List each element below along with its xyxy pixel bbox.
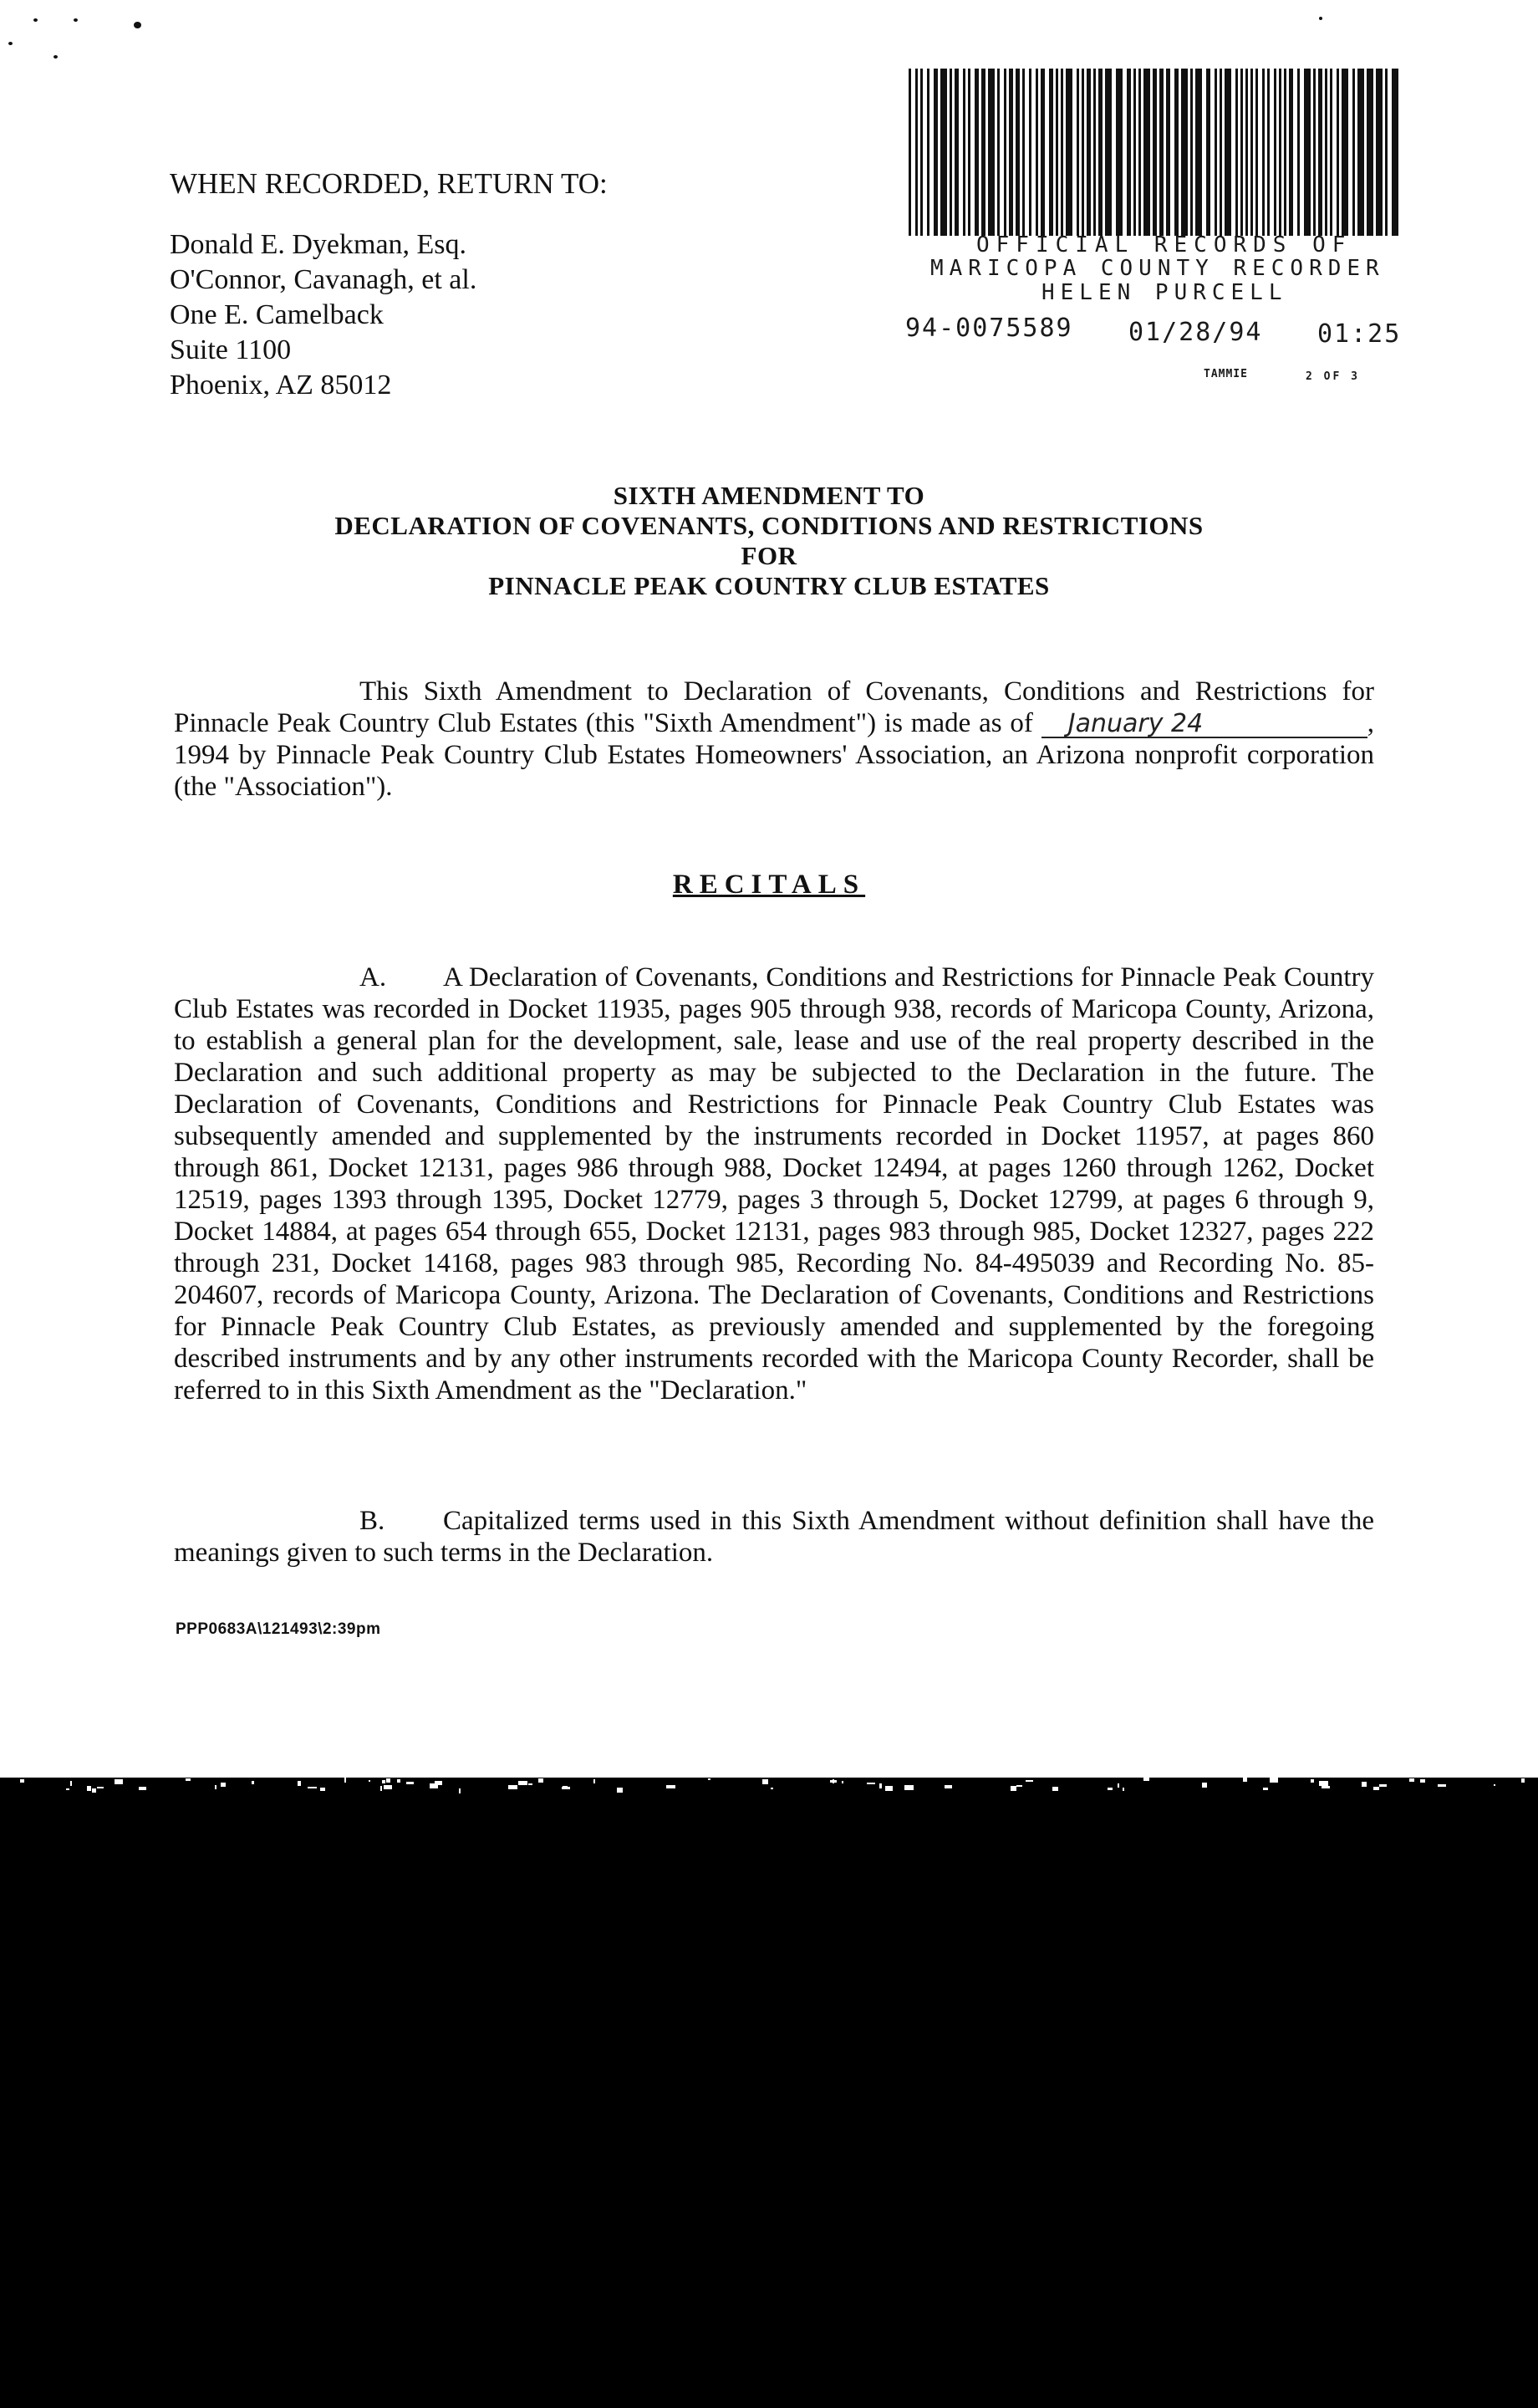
barcode-bar [1318,69,1322,236]
address-line: One E. Camelback [170,299,384,330]
scan-noise-mark [885,1786,893,1791]
scan-noise-mark [1420,1779,1425,1783]
scan-noise-mark [20,1779,24,1783]
barcode-bar [1240,69,1243,236]
stamp-date: 01/28/94 [1128,318,1263,347]
scan-noise-mark [708,1778,710,1780]
scan-noise-mark [459,1788,461,1793]
recital-text: Capitalized terms used in this Sixth Amendment without definition shall have the meanings given to such terms in the Declaration. [174,1506,1374,1568]
scan-bar-noise [0,1778,1538,1799]
scan-noise-mark [92,1788,96,1793]
barcode-bar [1267,69,1270,236]
barcode-bar [1066,69,1072,236]
stamp-county-recorder: MARICOPA COUNTY RECORDER [930,256,1385,281]
scan-noise-mark [1143,1778,1149,1781]
scan-noise-mark [762,1779,768,1784]
intro-paragraph [174,676,1374,803]
barcode-bar [1195,69,1202,236]
scan-noise-mark [1011,1786,1016,1791]
recitals-heading: RECITALS [672,870,866,900]
barcode-bar [1061,69,1063,236]
scan-speck [1319,17,1322,20]
scan-speck [53,55,58,59]
stamp-recorder-name: HELEN PURCELL [1041,280,1288,305]
scan-noise-mark [344,1778,346,1783]
scan-noise-mark [518,1781,527,1785]
scan-noise-mark [252,1781,254,1784]
scan-noise-mark [369,1780,370,1782]
barcode-bar [1098,69,1103,236]
scan-noise-mark [538,1778,543,1783]
scan-noise-mark [435,1781,442,1785]
stamp-clerk: TAMMIE [1204,368,1248,380]
title-line: DECLARATION OF COVENANTS, CONDITIONS AND RESTRICTIONS [334,511,1204,540]
scan-noise-mark [1319,1781,1328,1786]
recital-text: A Declaration of Covenants, Conditions and Restrictions for Pinnacle Peak Country Club Estates was recorded in Docket 11935, pages 905 through 938, records of Maricopa County, Arizona, to establish a general plan for the development, sale, lease and use of the real property described in the Declaration and such additional property as may be subjected to the Declaration in the future. The Declaration of Covenants, Conditions and Restrictions for Pinnacle Peak Country Club Estates was subsequently amended and supplemented by the instruments recorded in Docket 11957, at pages 860 through 861, Docket 12131, pages 986 through 988, Docket 12494, at pages 1260 through 1262, Docket 12519, pages 1393 through 1395, Docket 12779, pages 3 through 5, Docket 12799, at pages 6 through 9, Docket 14884, at pages 654 through 655, Docket 12131, pages 983 through 985, Docket 12327, pages 222 through 231, Docket 14168, pages 983 through 985, Recording No. 84-495039 and Recording No. 85-204607, records of Maricopa County, Arizona. The Declaration of Covenants, Conditions and Restrictions for Pinnacle Peak Country Club Estates, as previously amended and supplemented by the foregoing described instruments and by any other instruments recorded with the Maricopa County Recorder, shall be referred to in this Sixth Amendment as the "Declaration." [174,962,1374,1406]
address-line: Donald E. Dyekman, Esq. [170,229,467,260]
barcode-bar [1077,69,1079,236]
barcode-bar [1153,69,1157,236]
barcode-bar [1376,69,1383,236]
scan-noise-mark [320,1788,325,1791]
barcode-bar [1087,69,1091,236]
barcode-bar [1093,69,1096,236]
scan-noise-mark [380,1786,382,1791]
scan-noise-mark [215,1785,216,1789]
scan-noise-mark [1270,1778,1278,1783]
scan-noise-mark [879,1783,882,1788]
barcode-bar [1041,69,1045,236]
title-line: FOR [741,541,797,570]
scan-noise-mark [593,1779,595,1783]
scan-noise-mark [397,1779,400,1783]
barcode-bar [963,69,965,236]
scan-noise-mark [386,1778,390,1783]
scan-noise-mark [1373,1787,1379,1790]
barcode-bar [1279,69,1281,236]
scan-noise-mark [904,1785,914,1790]
barcode-bar [1250,69,1253,236]
barcode-bar [975,69,979,236]
barcode-bar [1352,69,1355,236]
barcode-bar [1174,69,1179,236]
scan-noise-mark [1052,1787,1058,1791]
barcode-bar [1274,69,1276,236]
scan-noise-mark [617,1788,623,1793]
recital-marker: B. [359,1506,385,1536]
barcode-bar [1082,69,1084,236]
barcode-bar [981,69,985,236]
scan-noise-mark [1263,1788,1268,1790]
barcode-bar [1127,69,1131,236]
barcode-bar [1004,69,1006,236]
scan-speck [134,22,141,28]
scan-noise-mark [945,1785,952,1788]
scan-noise-mark [1438,1784,1446,1787]
barcode-bar [1190,69,1193,236]
barcode-bar [1166,69,1170,236]
stamp-document-number: 94-0075589 [905,314,1073,343]
barcode-bar [1245,69,1248,236]
barcode-bar [1056,69,1058,236]
barcode-bar [1392,69,1398,236]
barcode-bar [1255,69,1258,236]
scan-noise-mark [1243,1778,1247,1782]
barcode-bar [1225,69,1231,236]
barcode-bar [1138,69,1141,236]
barcode-bar [1022,69,1025,236]
scan-noise-mark [1026,1780,1033,1782]
intro-text: This Sixth Amendment to Declaration of Covenants, Conditions and Restrictions for Pinnacle Peak Country Club Estates (this "Sixth Amendment") is made as of [174,676,1374,738]
title-line: SIXTH AMENDMENT TO [613,481,925,510]
scan-noise-mark [1362,1782,1367,1787]
recital-marker: A. [359,962,387,992]
barcode-bar [1181,69,1188,236]
barcode-bar [1049,69,1053,236]
scan-noise-mark [384,1785,392,1789]
barcode-bar [988,69,995,236]
scan-noise-mark [382,1780,385,1783]
scan-noise-mark [1118,1783,1119,1788]
scan-noise-mark [771,1788,773,1789]
scan-noise-mark [70,1781,72,1786]
barcode-bar [1220,69,1222,236]
scan-noise-mark [508,1785,517,1789]
barcode-bar [1143,69,1150,236]
barcode-bar [1133,69,1136,236]
scan-noise-mark [1108,1788,1113,1790]
intro-text-continued: , 1994 by Pinnacle Peak Country Club Estates Homeowners' Association, an Arizona nonprofit corporation (the "Association"). [174,708,1374,802]
barcode-bar [940,69,947,236]
title-line: PINNACLE PEAK COUNTRY CLUB ESTATES [488,571,1050,600]
barcode-bar [1105,69,1112,236]
scan-noise-mark [830,1780,837,1783]
scan-noise-mark [528,1783,532,1785]
scan-noise-mark [406,1782,414,1784]
barcode-bar [1357,69,1364,236]
recital-a [174,962,1374,1406]
barcode-bar [1009,69,1013,236]
return-to-label: WHEN RECORDED, RETURN TO: [170,167,608,200]
scan-speck [74,18,78,22]
barcode-bar [1016,69,1020,236]
barcode-bar [968,69,970,236]
document-title [167,481,1371,601]
scan-noise-mark [867,1783,875,1784]
barcode-bar [1036,69,1038,236]
barcode-bar [1385,69,1388,236]
barcode-bar [1304,69,1311,236]
stamp-official-records: OFFICIAL RECORDS OF [976,232,1352,258]
scan-noise-mark [308,1787,317,1788]
scan-noise-mark [1311,1779,1314,1783]
barcode-bar [927,69,929,236]
barcode-bar [1337,69,1339,236]
scan-noise-mark [1322,1786,1330,1788]
scan-noise-mark [186,1778,191,1781]
scan-noise-mark [1123,1788,1124,1791]
scan-noise-mark [1494,1784,1495,1786]
barcode-bar [997,69,1000,236]
file-reference-code: PPP0683A\121493\2:39pm [176,1620,381,1638]
barcode-bar [1342,69,1348,236]
recital-b [174,1505,1374,1569]
scan-speck [33,18,38,22]
barcode-bar [920,69,923,236]
barcode-bar [1297,69,1300,236]
scan-noise-mark [87,1786,91,1791]
barcode-bar [1330,69,1332,236]
scan-noise-mark [1379,1784,1387,1787]
barcode-bar [1284,69,1286,236]
scan-noise-mark [1521,1778,1525,1783]
barcode-bar [1367,69,1373,236]
scan-noise-mark [139,1787,146,1790]
barcode-bar [1206,69,1210,236]
barcode-bar [1116,69,1123,236]
recorder-barcode [909,69,1402,236]
address-line: O'Connor, Cavanagh, et al. [170,264,477,295]
barcode-bar [1215,69,1217,236]
stamp-page-info: 2 OF 3 [1306,370,1360,383]
barcode-bar [1289,69,1293,236]
scan-noise-mark [1202,1783,1207,1788]
scan-noise-mark [298,1781,301,1786]
scan-noise-mark [1016,1785,1022,1787]
barcode-bar [950,69,952,236]
barcode-bar [1159,69,1164,236]
scan-noise-mark [221,1783,226,1787]
scan-noise-mark [563,1786,568,1788]
barcode-bar [909,69,911,236]
scan-noise-mark [842,1781,843,1783]
scan-noise-mark [97,1787,104,1788]
address-line: Phoenix, AZ 85012 [170,370,392,400]
barcode-bar [934,69,938,236]
barcode-bar [915,69,918,236]
barcode-bar [1235,69,1238,236]
scan-noise-mark [1409,1778,1414,1782]
scan-black-bar [0,1778,1538,2408]
barcode-bar [1029,69,1031,236]
return-address [170,227,476,403]
scan-noise-mark [115,1779,123,1784]
barcode-bar [1325,69,1327,236]
barcode-bar [1262,69,1265,236]
handwritten-date: January 24 [1041,712,1367,738]
scan-noise-mark [66,1788,69,1790]
barcode-bar [1313,69,1316,236]
stamp-time: 01:25 [1317,319,1402,349]
barcode-bar [955,69,959,236]
scan-speck [8,42,13,45]
scan-noise-mark [666,1785,675,1788]
address-line: Suite 1100 [170,334,292,365]
